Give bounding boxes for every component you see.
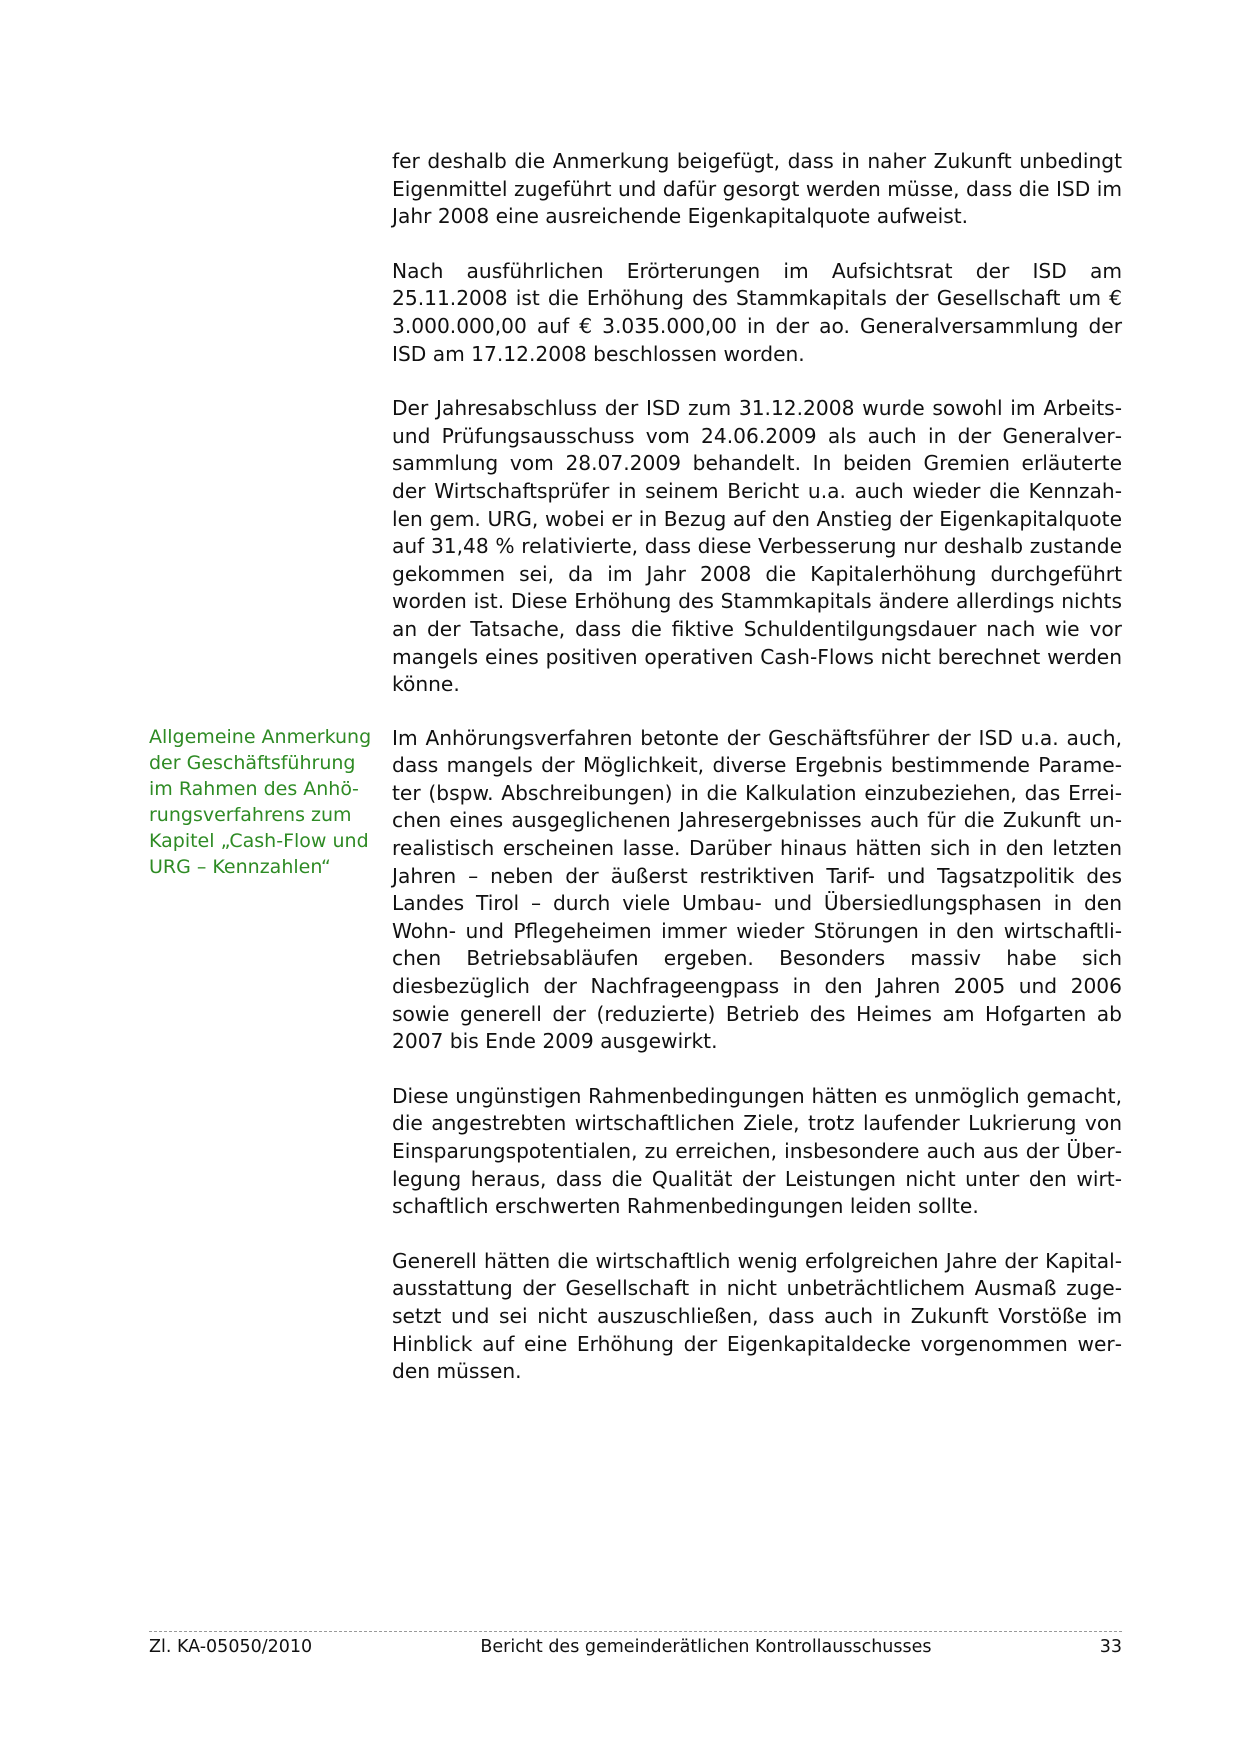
- paragraph-1: fer deshalb die Anmerkung beigefügt, dass in naher Zukunft unbedingt Eigenmittel zugeführt und dafür gesorgt werden müsse, dass die ISD im Jahr 2008 eine ausreichende Eigenkapitalquote aufweist.: [392, 149, 1122, 229]
- footer-title: Bericht des gemeinderätlichen Kontrollausschusses: [480, 1637, 932, 1657]
- page-number: 33: [1099, 1637, 1122, 1657]
- paragraph-6: Generell hätten die wirtschaftlich wenig erfolgreichen Jahre der Kapitalausstattung der Gesellschaft in nicht unbeträchtlichem Ausmaß zugesetzt und sei nicht auszuschließen, dass auch in Zukunft Vorstöße im Hinblick auf eine Erhöhung der Eigenkapitaldecke vorgenommen werden müssen.: [392, 1248, 1122, 1384]
- paragraph-4: Im Anhörungsverfahren betonte der Geschäftsführer der ISD u.a. auch, dass mangels der Möglichkeit, diverse Ergebnis bestimmende Parameter (bspw. Abschreibungen) in die Kalkulation einzubeziehen, das Erreichen eines ausgeglichenen Jahresergebnisses auch für die Zukunft unrealistisch erscheinen lasse. Darüber hinaus hätten sich in den letzten Jahren – neben der äußerst restriktiven Tarif- und Tagsatzpolitik des Landes Tirol – durch viele Umbau- und Übersiedlungsphasen in den Wohn- und Pflegeheimen immer wieder Störungen in den wirtschaftlichen Betriebsabläufen ergeben. Besonders massiv habe sich diesbezüglich der Nachfrageengpass in den Jahren 2005 und 2006 sowie generell der (reduzierte) Betrieb des Heimes am Hofgarten ab 2007 bis Ende 2009 ausgewirkt.: [392, 725, 1122, 1054]
- page-footer: [149, 1631, 1122, 1658]
- main-text-column: [392, 148, 1122, 1386]
- margin-note: Allgemeine Anmerkung der Geschäftsführung im Rahmen des Anhörungsverfahrens zum Kapitel „Cash-Flow und URG – Kennzahlen“: [149, 726, 372, 878]
- paragraph-3: Der Jahresabschluss der ISD zum 31.12.2008 wurde sowohl im Arbeits- und Prüfungsausschuss vom 24.06.2009 als auch in der Generalversammlung vom 28.07.2009 behandelt. In beiden Gremien erläuterte der Wirtschaftsprüfer in seinem Bericht u.a. auch wieder die Kennzahlen gem. URG, wobei er in Bezug auf den Anstieg der Eigenkapitalquote auf 31,48 % relativierte, dass diese Verbesserung nur deshalb zustande gekommen sei, da im Jahr 2008 die Kapitalerhöhung durchgeführt worden ist. Diese Erhöhung des Stammkapitals ändere allerdings nichts an der Tatsache, dass die fiktive Schuldentilgungsdauer nach wie vor mangels eines positiven operativen Cash-Flows nicht berechnet werden könne.: [392, 396, 1122, 697]
- paragraph-2: Nach ausführlichen Erörterungen im Aufsichtsrat der ISD am 25.11.2008 ist die Erhöhung des Stammkapitals der Gesellschaft um € 3.000.000,00 auf € 3.035.000,00 in der ao. Generalversammlung der ISD am 17.12.2008 beschlossen worden.: [392, 258, 1122, 366]
- footer-reference: Zl. KA-05050/2010: [149, 1637, 313, 1657]
- paragraph-5: Diese ungünstigen Rahmenbedingungen hätten es unmöglich gemacht, die angestrebten wirtschaftlichen Ziele, trotz laufender Lukrierung von Einsparungspotentialen, zu erreichen, insbesondere auch aus der Überlegung heraus, dass die Qualität der Leistungen nicht unter den wirtschaftlich erschwerten Rahmenbedingungen leiden sollte.: [392, 1083, 1122, 1219]
